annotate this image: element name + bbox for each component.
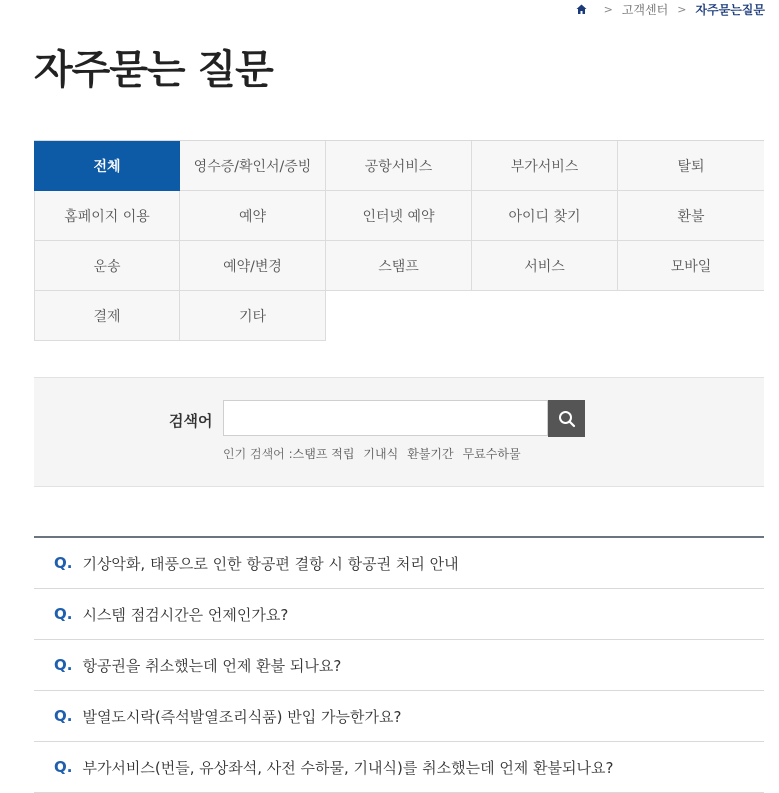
page-title: 자주묻는 질문	[34, 47, 273, 93]
question-mark-label: Q.	[54, 656, 73, 674]
category-tab[interactable]: 전체	[34, 141, 180, 191]
faq-question[interactable]: 기상악화, 태풍으로 인한 항공편 결항 시 항공권 처리 안내	[82, 554, 459, 573]
category-tabs	[34, 140, 764, 341]
category-tab[interactable]: 부가서비스	[472, 141, 618, 191]
faq-question[interactable]: 부가서비스(번들, 유상좌석, 사전 수하물, 기내식)를 취소했는데 언제 환불되나요?	[82, 758, 614, 777]
category-tab[interactable]: 환불	[618, 191, 764, 241]
question-mark-label: Q.	[54, 554, 73, 572]
category-tab[interactable]: 운송	[34, 241, 180, 291]
chevron-right-icon: >	[677, 2, 687, 16]
popular-keyword[interactable]: 무료수하물	[462, 447, 521, 461]
search-panel	[34, 377, 764, 487]
category-tab[interactable]: 공항서비스	[326, 141, 472, 191]
popular-keyword[interactable]: 환불기간	[407, 447, 454, 461]
popular-keyword[interactable]: 기내식	[363, 447, 399, 461]
category-tab[interactable]: 기타	[180, 291, 326, 341]
faq-question[interactable]: 발열도시락(즉석발열조리식품) 반입 가능한가요?	[82, 707, 402, 726]
breadcrumb-item-support[interactable]: 고객센터	[621, 2, 669, 17]
category-tab[interactable]: 홈페이지 이용	[34, 191, 180, 241]
search-input[interactable]	[223, 400, 548, 436]
category-tab[interactable]: 영수증/확인서/증빙	[180, 141, 326, 191]
home-icon[interactable]	[576, 4, 587, 15]
category-tab[interactable]: 서비스	[472, 241, 618, 291]
category-tab[interactable]: 인터넷 예약	[326, 191, 472, 241]
category-tab[interactable]: 스탬프	[326, 241, 472, 291]
question-mark-label: Q.	[54, 758, 73, 776]
popular-keyword[interactable]: 스탬프 적립	[292, 447, 355, 461]
category-tab[interactable]: 예약/변경	[180, 241, 326, 291]
faq-question[interactable]: 항공권을 취소했는데 언제 환불 되나요?	[82, 656, 342, 675]
faq-item[interactable]	[34, 538, 764, 589]
question-mark-label: Q.	[54, 605, 73, 623]
faq-item[interactable]	[34, 691, 764, 742]
category-tab[interactable]: 탈퇴	[618, 141, 764, 191]
breadcrumb-item-faq: 자주묻는질문	[695, 2, 765, 17]
category-tab[interactable]: 결제	[34, 291, 180, 341]
search-icon	[558, 410, 576, 428]
popular-keywords	[223, 445, 530, 462]
breadcrumb	[576, 0, 765, 18]
search-button[interactable]	[548, 400, 585, 437]
search-label: 검색어	[169, 412, 213, 430]
faq-question[interactable]: 시스템 점검시간은 언제인가요?	[82, 605, 289, 624]
category-tab[interactable]: 예약	[180, 191, 326, 241]
category-tab[interactable]: 아이디 찾기	[472, 191, 618, 241]
popular-keywords-label: 인기 검색어 :	[223, 447, 293, 461]
faq-item[interactable]	[34, 640, 764, 691]
category-tab[interactable]: 모바일	[618, 241, 764, 291]
chevron-right-icon: >	[603, 2, 613, 16]
faq-item[interactable]	[34, 589, 764, 640]
faq-item[interactable]	[34, 742, 764, 793]
question-mark-label: Q.	[54, 707, 73, 725]
faq-list	[34, 536, 764, 793]
